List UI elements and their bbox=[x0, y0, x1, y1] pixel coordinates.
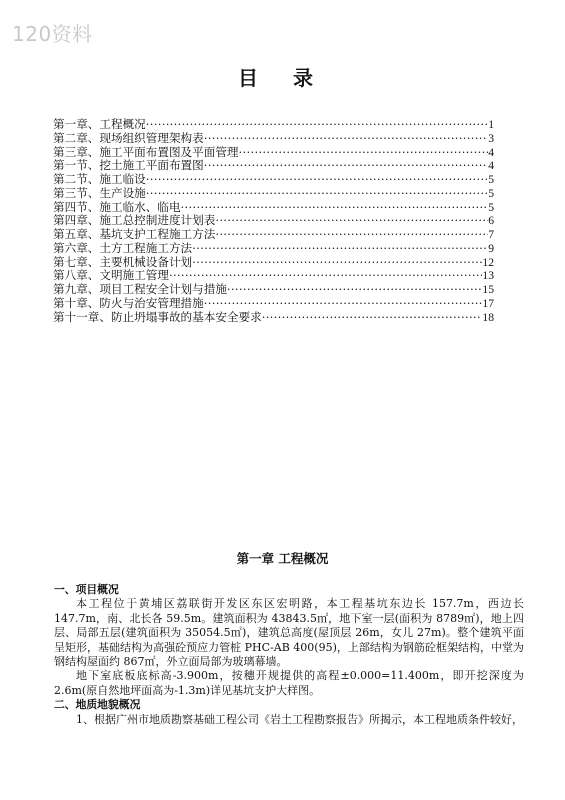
toc-entry[interactable] bbox=[53, 311, 494, 325]
toc-entry-page: 5 bbox=[488, 173, 494, 186]
toc-entry[interactable] bbox=[53, 242, 494, 256]
toc-leader-dots bbox=[204, 132, 488, 146]
toc-entry[interactable] bbox=[53, 187, 494, 201]
toc-leader-dots bbox=[146, 187, 488, 201]
chapter-title: 第一章 工程概况 bbox=[236, 551, 329, 566]
toc-entry-label: 第三节、生产设施 bbox=[53, 185, 146, 200]
paragraph-excavation-depth: 地下室底板底标高-3.900m，按穗开规提供的高程±0.000=11.400m，即开挖深度为 2.6m(原自然地坪面高为-1.3m)详见基坑支护大样图。 bbox=[54, 669, 524, 697]
toc-entry-page: 13 bbox=[482, 269, 494, 283]
toc-entry-label: 第十一章、防止坍塌事故的基本安全要求 bbox=[53, 309, 262, 324]
toc-entry-label: 第二章、现场组织管理架构表 bbox=[53, 130, 204, 145]
toc-entry[interactable] bbox=[53, 118, 494, 132]
toc-entry[interactable] bbox=[53, 201, 494, 215]
toc-leader-dots bbox=[239, 146, 489, 160]
toc-leader-dots bbox=[169, 269, 482, 283]
toc-leader-dots bbox=[215, 228, 488, 242]
toc-entry[interactable] bbox=[53, 256, 494, 270]
toc-entry-page: 1 bbox=[488, 118, 494, 131]
toc-leader-dots bbox=[192, 242, 488, 256]
toc-entry-page: 12 bbox=[482, 255, 494, 269]
toc-entry-label: 第七章、主要机械设备计划 bbox=[53, 254, 193, 269]
toc-entry[interactable] bbox=[53, 159, 494, 173]
toc-entry-page: 15 bbox=[482, 283, 494, 296]
toc-entry-page: 17 bbox=[482, 296, 494, 310]
paragraph-project-description: 本工程位于黄埔区荔联街开发区东区宏明路，本工程基坑东边长 157.7m，西边长 147.7m，南、北长各 59.5m。建筑面积为 43843.5㎡，地下室一层(面积为 8789㎡)，地上四层、局部五层(建筑面积为 35054.5㎡)，建筑总高度(屋顶层 26m，女儿 27m)。整个建筑平面呈矩形，基础结构为高强砼预应力管桩 PHC-AB 400(95)，上部结构为钢筋砼框架结构，中堂为钢结构屋面约 867㎡，外立面局部为玻璃幕墙。 bbox=[54, 597, 524, 669]
toc-leader-dots bbox=[227, 283, 482, 297]
toc-leader-dots bbox=[146, 173, 488, 187]
toc-entry-label: 第三章、施工平面布置图及平面管理 bbox=[53, 144, 239, 159]
toc-leader-dots bbox=[215, 214, 488, 228]
toc-entry-page: 5 bbox=[488, 186, 494, 200]
toc-entry-page: 7 bbox=[488, 228, 494, 241]
toc-entry-label: 第九章、项目工程安全计划与措施 bbox=[53, 282, 227, 296]
paragraph-geology: 1、根据广州市地质勘察基础工程公司《岩土工程勘察报告》所揭示，本工程地质条件较好， bbox=[76, 712, 523, 726]
toc-title: 目 录 bbox=[238, 66, 327, 90]
toc-entry[interactable] bbox=[53, 173, 494, 187]
toc-entry-label: 第一节、挖土施工平面布置图 bbox=[53, 158, 204, 173]
toc-leader-dots bbox=[181, 201, 489, 215]
toc-entry-label: 第二节、施工临设 bbox=[53, 172, 146, 186]
toc-entry-label: 第四章、施工总控制进度计划表 bbox=[53, 213, 216, 228]
table-of-contents bbox=[53, 118, 494, 324]
toc-entry-page: 3 bbox=[488, 131, 494, 145]
toc-entry[interactable] bbox=[53, 269, 494, 283]
toc-entry-label: 第八章、文明施工管理 bbox=[53, 268, 169, 283]
chapter-body bbox=[54, 583, 524, 727]
toc-entry-label: 第一章、工程概况 bbox=[53, 117, 146, 131]
toc-entry[interactable] bbox=[53, 214, 494, 228]
toc-leader-dots bbox=[192, 256, 482, 270]
toc-entry[interactable] bbox=[53, 283, 494, 297]
toc-entry-page: 5 bbox=[488, 200, 494, 214]
toc-entry-page: 6 bbox=[488, 214, 494, 228]
section-heading-geology: 二、地质地貌概况 bbox=[54, 698, 141, 712]
toc-leader-dots bbox=[204, 159, 488, 173]
toc-entry-page: 9 bbox=[488, 241, 494, 255]
toc-leader-dots bbox=[262, 311, 483, 325]
toc-entry-label: 第五章、基坑支护工程施工方法 bbox=[53, 227, 216, 241]
toc-entry-label: 第十章、防火与治安管理措施 bbox=[53, 295, 204, 310]
toc-leader-dots bbox=[204, 297, 483, 311]
toc-entry[interactable] bbox=[53, 132, 494, 146]
toc-entry-page: 4 bbox=[488, 145, 494, 159]
toc-entry-page: 4 bbox=[488, 159, 494, 173]
toc-entry[interactable] bbox=[53, 146, 494, 160]
toc-entry-label: 第六章、土方工程施工方法 bbox=[53, 240, 193, 255]
section-heading-project-overview: 一、项目概况 bbox=[54, 583, 119, 596]
watermark: 120资料 bbox=[12, 22, 93, 46]
toc-entry-label: 第四节、施工临水、临电 bbox=[53, 199, 181, 214]
toc-leader-dots bbox=[146, 118, 488, 132]
toc-entry-page: 18 bbox=[482, 310, 494, 324]
toc-entry[interactable] bbox=[53, 297, 494, 311]
toc-entry[interactable] bbox=[53, 228, 494, 242]
